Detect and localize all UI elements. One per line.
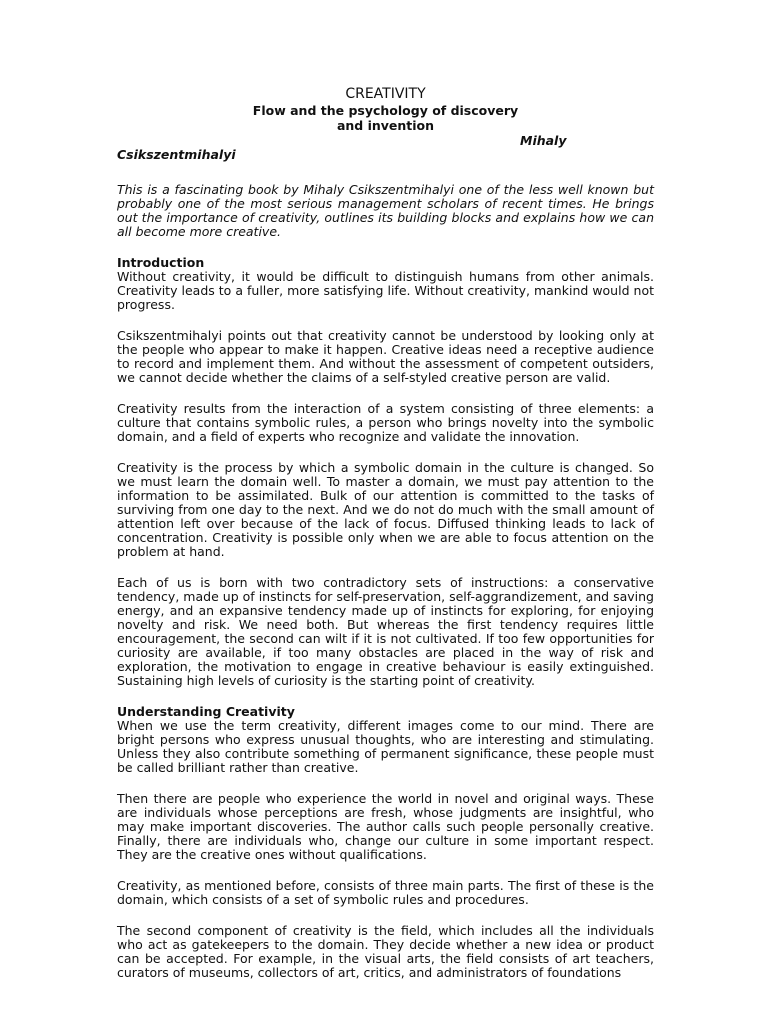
intro-paragraph: This is a fascinating book by Mihaly Csikszentmihalyi one of the less well known but probably one of the most serious management scholars of recent times. He brings out the importance of creativity, outlines its building blocks and explains how we can all become more creative. [117,182,654,239]
author-first-name: Mihaly [520,133,567,148]
paragraph: Creativity results from the interaction of a system consisting of three elements: a culture that contains symbolic rules, a person who brings novelty into the symbolic domain, and a field of experts who recognize and validate the innovation. [117,401,654,444]
paragraph: Creativity, as mentioned before, consists of three main parts. The first of these is the domain, which consists of a set of symbolic rules and procedures. [117,878,654,907]
paragraph: Without creativity, it would be difficult to distinguish humans from other animals. Creativity leads to a fuller, more satisfying life. Without creativity, mankind would not progress. [117,269,654,312]
paragraph: Each of us is born with two contradictory sets of instructions: a conservative tendency, made up of instincts for self-preservation, self-aggrandizement, and saving energy, and an expansive tendency made up of instincts for exploring, for enjoying novelty and risk. We need both. But whereas the first tendency requires little encouragement, the second can wilt if it is not cultivated. If too few opportunities for curiosity are available, if too many obstacles are placed in the way of risk and exploration, the motivation to engage in creative behaviour is easily extinguished. Sustaining high levels of curiosity is the starting point of creativity. [117,575,654,688]
book-subtitle-line-1: Flow and the psychology of discovery [252,103,519,118]
section-heading-understanding-creativity: Understanding Creativity [117,704,295,719]
book-subtitle-line-2: and invention [336,118,435,133]
book-title: CREATIVITY [345,86,426,102]
paragraph: Creativity is the process by which a symbolic domain in the culture is changed. So we must learn the domain well. To master a domain, we must pay attention to the information to be assimilated. Bulk of our attention is committed to the tasks of surviving from one day to the next. And we do not do much with the small amount of attention left over because of the lack of focus. Diffused thinking leads to lack of concentration. Creativity is possible only when we are able to focus attention on the problem at hand. [117,460,654,559]
author [117,133,654,163]
section-heading-introduction: Introduction [117,255,205,270]
paragraph: Then there are people who experience the world in novel and original ways. These are individuals whose perceptions are fresh, whose judgments are insightful, who may make important discoveries. The author calls such people personally creative. Finally, there are individuals who, change our culture in some important respect. They are the creative ones without qualifications. [117,791,654,862]
paragraph: The second component of creativity is the field, which includes all the individuals who act as gatekeepers to the domain. They decide whether a new idea or product can be accepted. For example, in the visual arts, the field consists of art teachers, curators of museums, collectors of art, critics, and administrators of foundations [117,923,654,980]
paragraph: When we use the term creativity, different images come to our mind. There are bright persons who express unusual thoughts, who are interesting and stimulating. Unless they also contribute something of permanent significance, these people must be called brilliant rather than creative. [117,718,654,775]
author-last-name: Csikszentmihalyi [117,147,236,162]
document-page [117,86,654,980]
paragraph: Csikszentmihalyi points out that creativity cannot be understood by looking only at the people who appear to make it happen. Creative ideas need a receptive audience to record and implement them. And without the assessment of competent outsiders, we cannot decide whether the claims of a self-styled creative person are valid. [117,328,654,385]
